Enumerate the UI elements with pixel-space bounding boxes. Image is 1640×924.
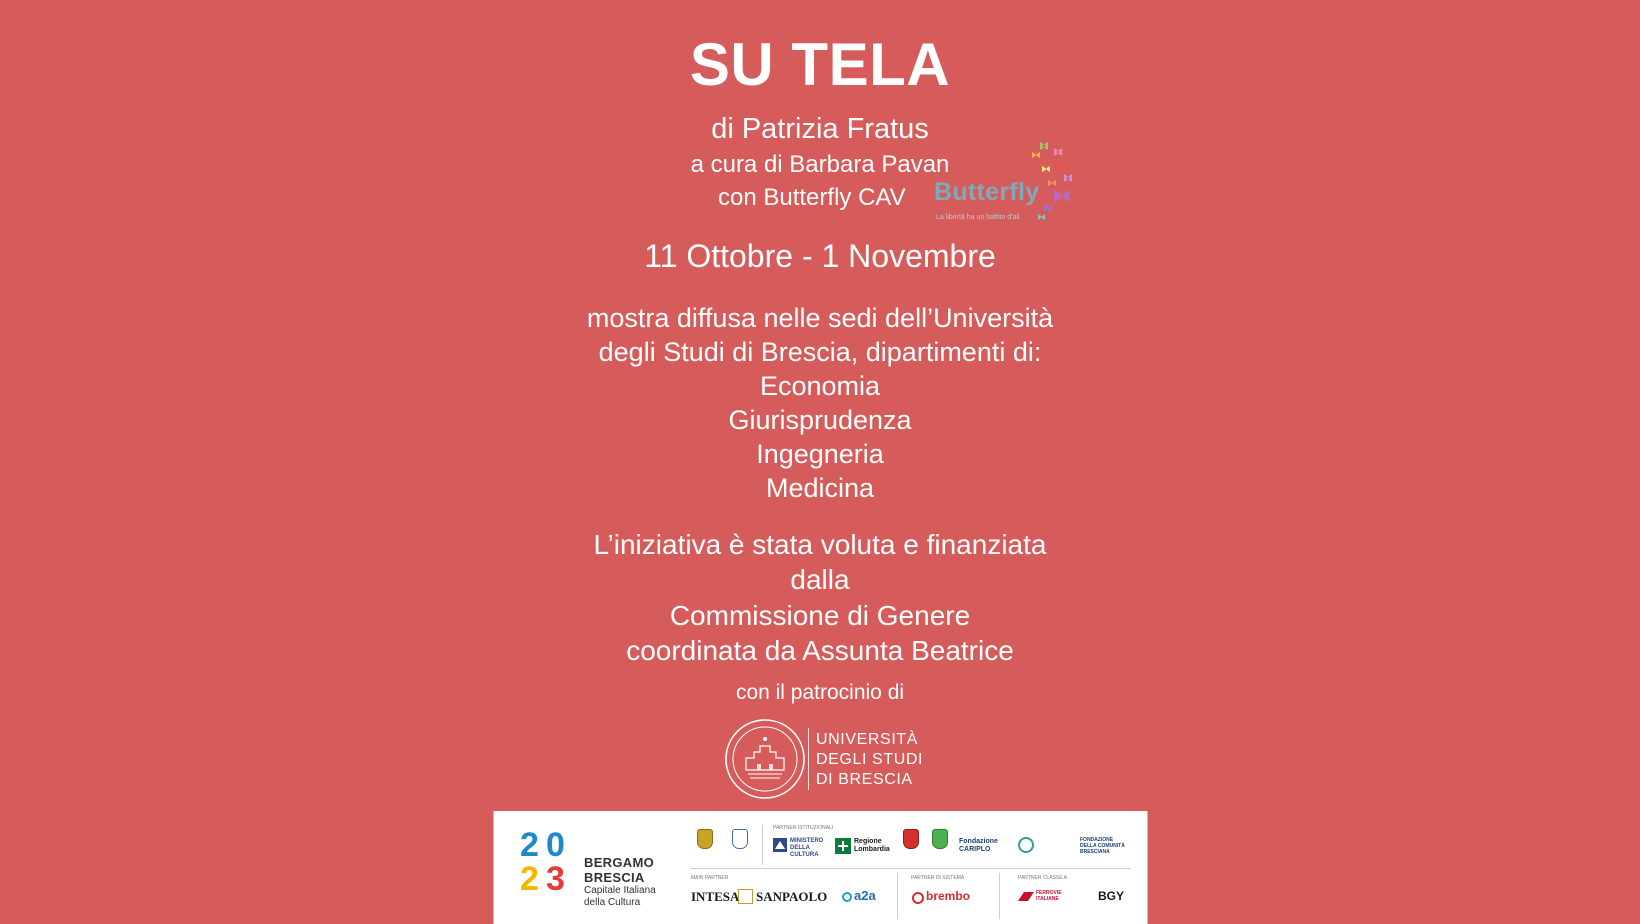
footer-divider (999, 873, 1000, 919)
university-logo (724, 718, 924, 802)
description-line: degli Studi di Brescia, dipartimenti di: (598, 337, 1042, 367)
logo-digit: 3 (546, 860, 565, 898)
footer-divider (762, 825, 763, 865)
fondazione-bergamasca-icon (1017, 836, 1035, 854)
initiative-line: dalla (790, 564, 850, 595)
university-name-line: UNIVERSITÀ (816, 731, 919, 748)
sponsor-bgy: BGY (1098, 889, 1125, 903)
logo-digit: 2 (520, 826, 539, 864)
partner-category-label: MAIN PARTNER (691, 875, 729, 881)
partner-category-label: PARTNER ISTITUZIONALI (773, 825, 834, 831)
university-name (816, 730, 923, 790)
sponsor-brembo: brembo (926, 889, 971, 903)
description-line: mostra diffusa nelle sedi dell’Università (586, 303, 1054, 333)
poster-title: SU TELA (689, 31, 951, 98)
partner-category-label: PARTNER CLASSE A (1018, 875, 1067, 881)
initiative-line: L’iniziativa è stata voluta e finanziata (593, 529, 1047, 560)
ferrovie-italiane-icon (1018, 892, 1034, 902)
a2a-icon (842, 892, 852, 902)
department-item: Economia (759, 371, 881, 401)
partner-line: con Butterfly CAV (718, 184, 906, 211)
sponsor-intesa: INTESA (691, 889, 740, 904)
footer-divider (897, 873, 898, 919)
ministero-cultura-icon (773, 838, 787, 852)
department-item: Ingegneria (756, 439, 884, 469)
university-name-line: DEGLI STUDI (816, 751, 924, 768)
sponsor-footer (493, 811, 1148, 924)
regione-lombardia-icon (835, 838, 851, 854)
logo-digit: 2 (520, 860, 539, 898)
partner-category-label: PARTNER DI SISTEMA (911, 875, 965, 881)
department-item: Medicina (765, 473, 875, 503)
butterfly-tagline: La libertà ha un battito d'ali (936, 214, 1020, 221)
author-line: di Patrizia Fratus (711, 113, 929, 145)
initiative-line: Commissione di Genere (669, 600, 971, 631)
sponsor-a2a: a2a (854, 888, 876, 903)
university-seal-icon (724, 718, 806, 800)
capital-subtitle: Capitale Italiana (584, 885, 656, 896)
provincia-bergamo-crest-icon (903, 829, 919, 849)
capital-subtitle: della Cultura (584, 897, 641, 908)
butterfly-wordmark: Butterfly (934, 178, 1040, 206)
sponsor-fondazione-comunita-bresciana: FONDAZIONE DELLA COMUNITÀ BRESCIANA (1080, 837, 1125, 855)
university-name-line: DI BRESCIA (816, 771, 913, 788)
initiative-line: coordinata da Assunta Beatrice (626, 635, 1014, 666)
city-name: BERGAMO (584, 855, 654, 870)
department-item: Giurisprudenza (728, 405, 912, 435)
sponsor-regione-lombardia: Regione Lombardia (854, 838, 890, 853)
sponsor-sanpaolo: SANPAOLO (756, 889, 828, 904)
patronage-label: con il patrocinio di (735, 681, 905, 704)
brembo-icon (912, 892, 924, 904)
butterfly-logo (932, 134, 1092, 226)
comune-bergamo-crest-icon (697, 829, 713, 849)
sponsor-ministero-cultura: MINISTERO DELLA CULTURA (790, 838, 824, 858)
intesa-mark-icon (738, 889, 753, 904)
footer-separator (691, 868, 1131, 869)
university-logo-divider (808, 728, 809, 790)
logo-digit: 0 (546, 826, 565, 864)
exhibition-dates: 11 Ottobre - 1 Novembre (644, 238, 996, 274)
capital-culture-text (584, 855, 656, 909)
curator-line: a cura di Barbara Pavan (690, 151, 950, 178)
provincia-brescia-crest-icon (932, 829, 948, 849)
city-name: BRESCIA (584, 870, 645, 885)
sponsor-ferrovie-italiane: FERROVIE ITALIANE (1036, 890, 1062, 902)
comune-brescia-crest-icon (732, 829, 748, 849)
sponsor-fondazione-cariplo: Fondazione CARIPLO (959, 838, 998, 853)
